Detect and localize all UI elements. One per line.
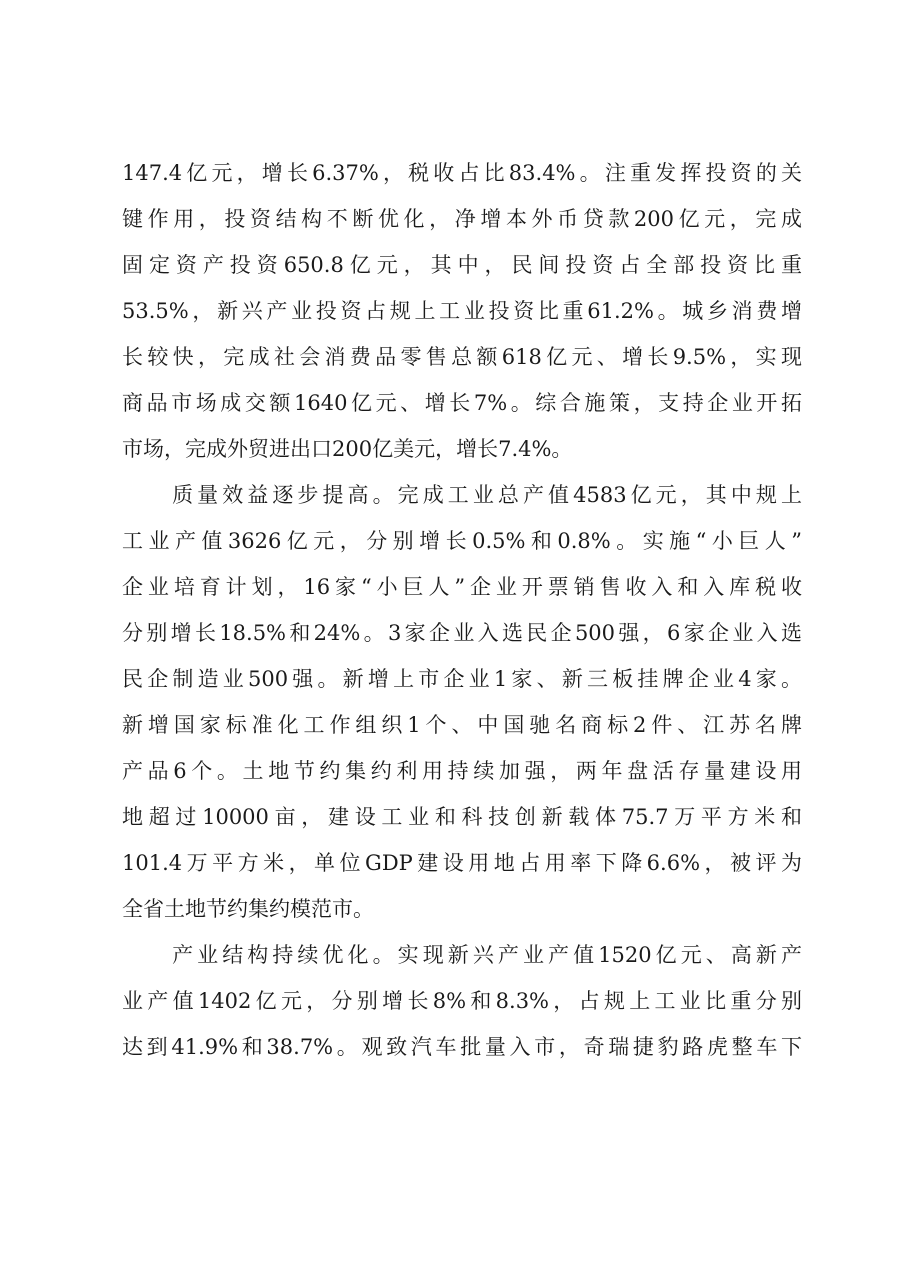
text-line: 工业产值3626亿元，分别增长0.5%和0.8%。实施“小巨人” <box>122 529 802 553</box>
paragraph-economy <box>122 150 802 472</box>
text-line: 53.5%，新兴产业投资占规上工业投资比重61.2%。城乡消费增 <box>122 299 802 323</box>
paragraph-quality <box>122 472 802 932</box>
text-line: 地超过10000亩，建设工业和科技创新载体75.7万平方米和 <box>122 805 802 829</box>
text-line: 民企制造业500强。新增上市企业1家、新三板挂牌企业4家。 <box>122 667 802 691</box>
text-line: 键作用，投资结构不断优化，净增本外币贷款200亿元，完成 <box>122 207 802 231</box>
text-line: 分别增长18.5%和24%。3家企业入选民企500强，6家企业入选 <box>122 621 802 645</box>
text-line: 商品市场成交额1640亿元、增长7%。综合施策，支持企业开拓 <box>122 391 802 415</box>
text-line: 业产值1402亿元，分别增长8%和8.3%，占规上工业比重分别 <box>122 989 802 1013</box>
text-line: 长较快，完成社会消费品零售总额618亿元、增长9.5%，实现 <box>122 345 802 369</box>
text-line: 达到41.9%和38.7%。观致汽车批量入市，奇瑞捷豹路虎整车下 <box>122 1035 802 1059</box>
text-line: 101.4万平方米，单位GDP建设用地占用率下降6.6%，被评为 <box>122 851 802 875</box>
text-line: 企业培育计划，16家“小巨人”企业开票销售收入和入库税收 <box>122 575 802 599</box>
text-line: 新增国家标准化工作组织1个、中国驰名商标2件、江苏名牌 <box>122 713 802 737</box>
body-text <box>122 150 802 1070</box>
text-line: 市场，完成外贸进出口200亿美元，增长7.4%。 <box>122 437 573 461</box>
text-line: 产品6个。土地节约集约利用持续加强，两年盘活存量建设用 <box>122 759 802 783</box>
paragraph-structure <box>122 932 802 1070</box>
text-line: 固定资产投资650.8亿元，其中，民间投资占全部投资比重 <box>122 253 802 277</box>
text-line: 产业结构持续优化。实现新兴产业产值1520亿元、高新产 <box>122 943 802 967</box>
text-line: 全省土地节约集约模范市。 <box>122 897 374 921</box>
text-line: 147.4亿元，增长6.37%，税收占比83.4%。注重发挥投资的关 <box>122 161 802 185</box>
text-line: 质量效益逐步提高。完成工业总产值4583亿元，其中规上 <box>122 483 802 507</box>
